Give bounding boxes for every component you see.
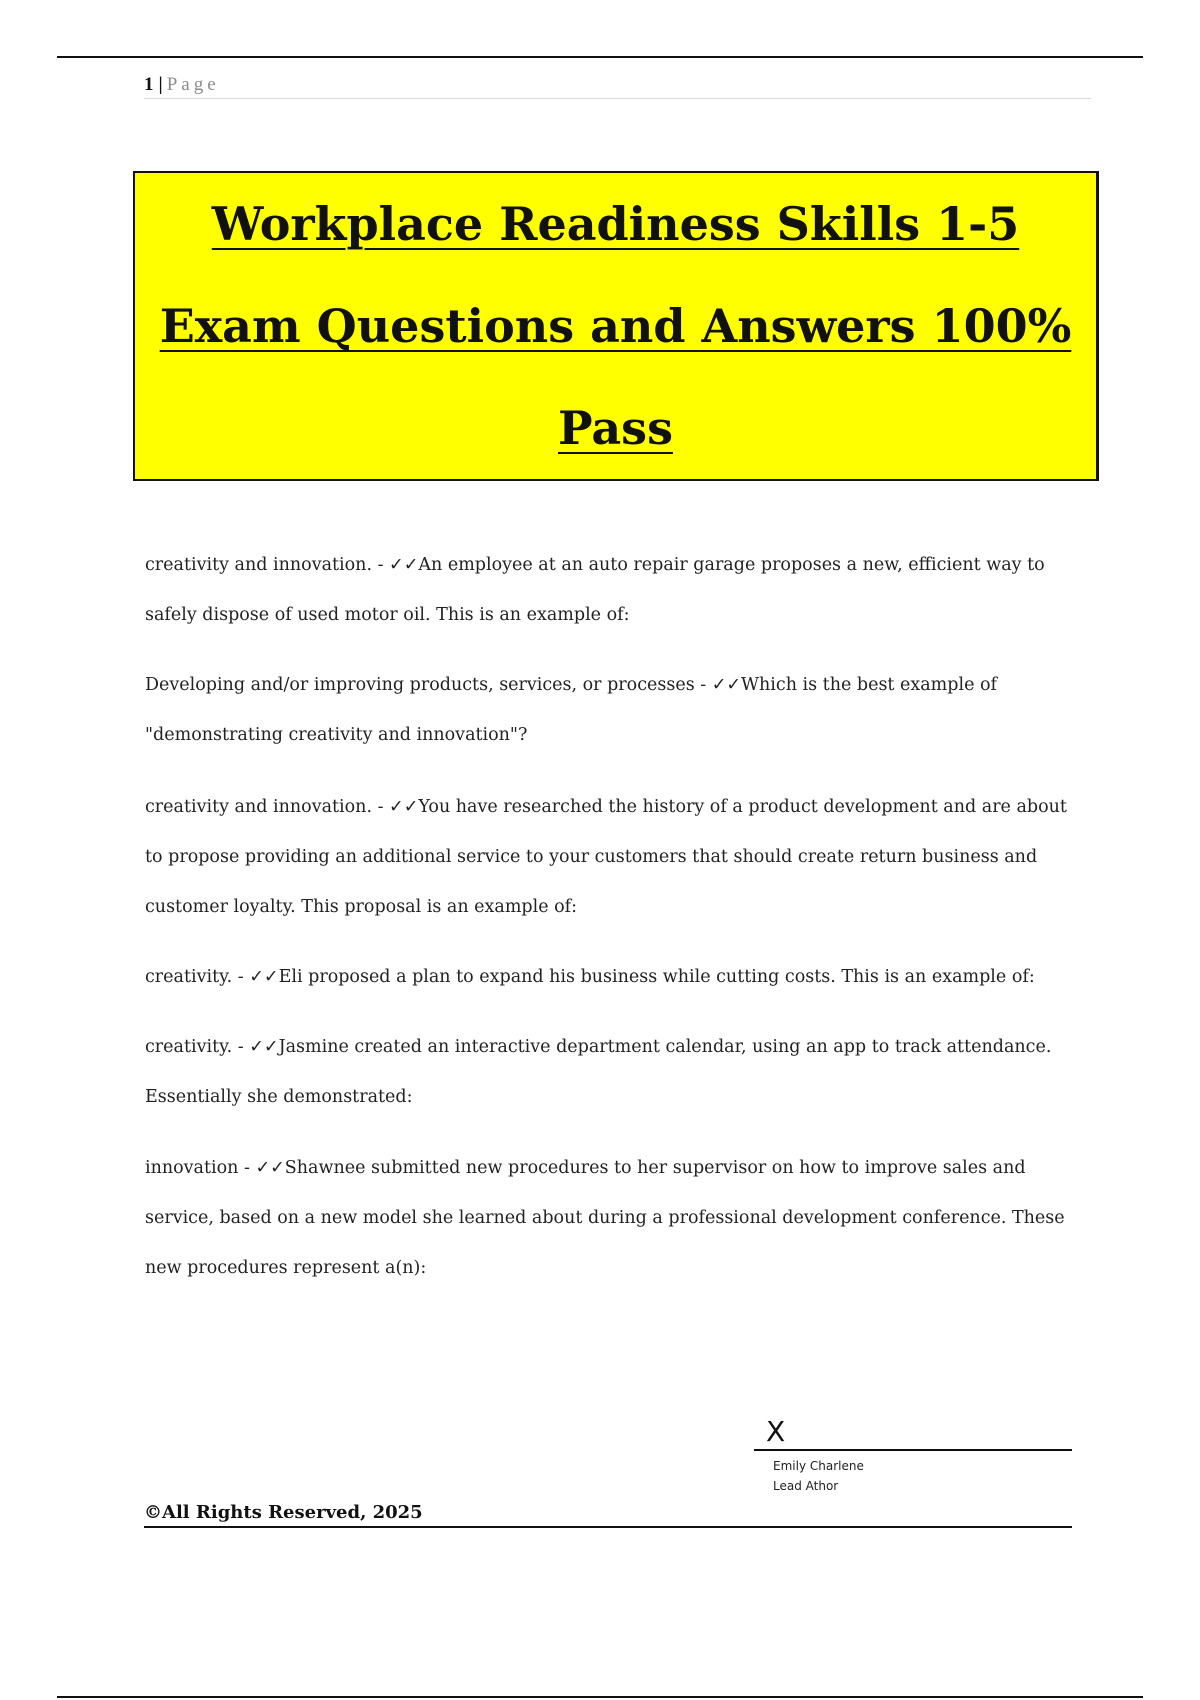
signature-mark: X: [766, 1415, 786, 1448]
page-label: Page: [166, 74, 220, 95]
signature-line: [754, 1449, 1072, 1451]
qa-item: [145, 959, 1085, 1029]
title-box: [133, 171, 1099, 481]
qa-line: service, based on a new model she learned about during a professional development conference. These: [145, 1208, 1065, 1228]
top-rule: [57, 56, 1143, 58]
qa-line: Developing and/or improving products, services, or processes - ✓✓Which is the best example of: [145, 675, 998, 695]
qa-line: creativity. - ✓✓Jasmine created an interactive department calendar, using an app to track attendance.: [145, 1037, 1052, 1057]
qa-line: "demonstrating creativity and innovation"?: [145, 725, 528, 745]
signature-role: Lead Athor: [773, 1479, 839, 1493]
qa-line: safely dispose of used motor oil. This is an example of:: [145, 605, 630, 625]
qa-list: [145, 547, 1085, 1300]
qa-line: creativity and innovation. - ✓✓An employee at an auto repair garage proposes a new, efficient way to: [145, 555, 1045, 575]
title-line-3: Pass: [558, 401, 673, 455]
qa-line: Essentially she demonstrated:: [145, 1087, 413, 1107]
signature-block: [754, 1415, 1072, 1496]
bottom-rule: [57, 1696, 1143, 1698]
qa-item: [145, 1150, 1085, 1300]
qa-line: customer loyalty. This proposal is an example of:: [145, 897, 578, 917]
qa-line: to propose providing an additional service to your customers that should create return business and: [145, 847, 1038, 867]
qa-line: new procedures represent a(n):: [145, 1258, 427, 1278]
signature-name: Emily Charlene: [773, 1459, 864, 1473]
page-separator: |: [158, 74, 163, 95]
qa-item: [145, 547, 1085, 667]
title-line-2: Exam Questions and Answers 100%: [159, 299, 1072, 353]
page-number: 1: [144, 74, 154, 95]
qa-item: [145, 789, 1085, 959]
qa-line: creativity and innovation. - ✓✓You have researched the history of a product development and are about: [145, 797, 1067, 817]
qa-line: innovation - ✓✓Shawnee submitted new procedures to her supervisor on how to improve sales and: [145, 1158, 1026, 1178]
qa-item: [145, 667, 1085, 789]
page-header: [144, 72, 1091, 99]
title-line-1: Workplace Readiness Skills 1-5: [211, 197, 1020, 251]
footer-copyright: ©All Rights Reserved, 2025: [144, 1500, 1072, 1528]
qa-line: creativity. - ✓✓Eli proposed a plan to expand his business while cutting costs. This is an example of:: [145, 967, 1035, 987]
qa-item: [145, 1029, 1085, 1150]
